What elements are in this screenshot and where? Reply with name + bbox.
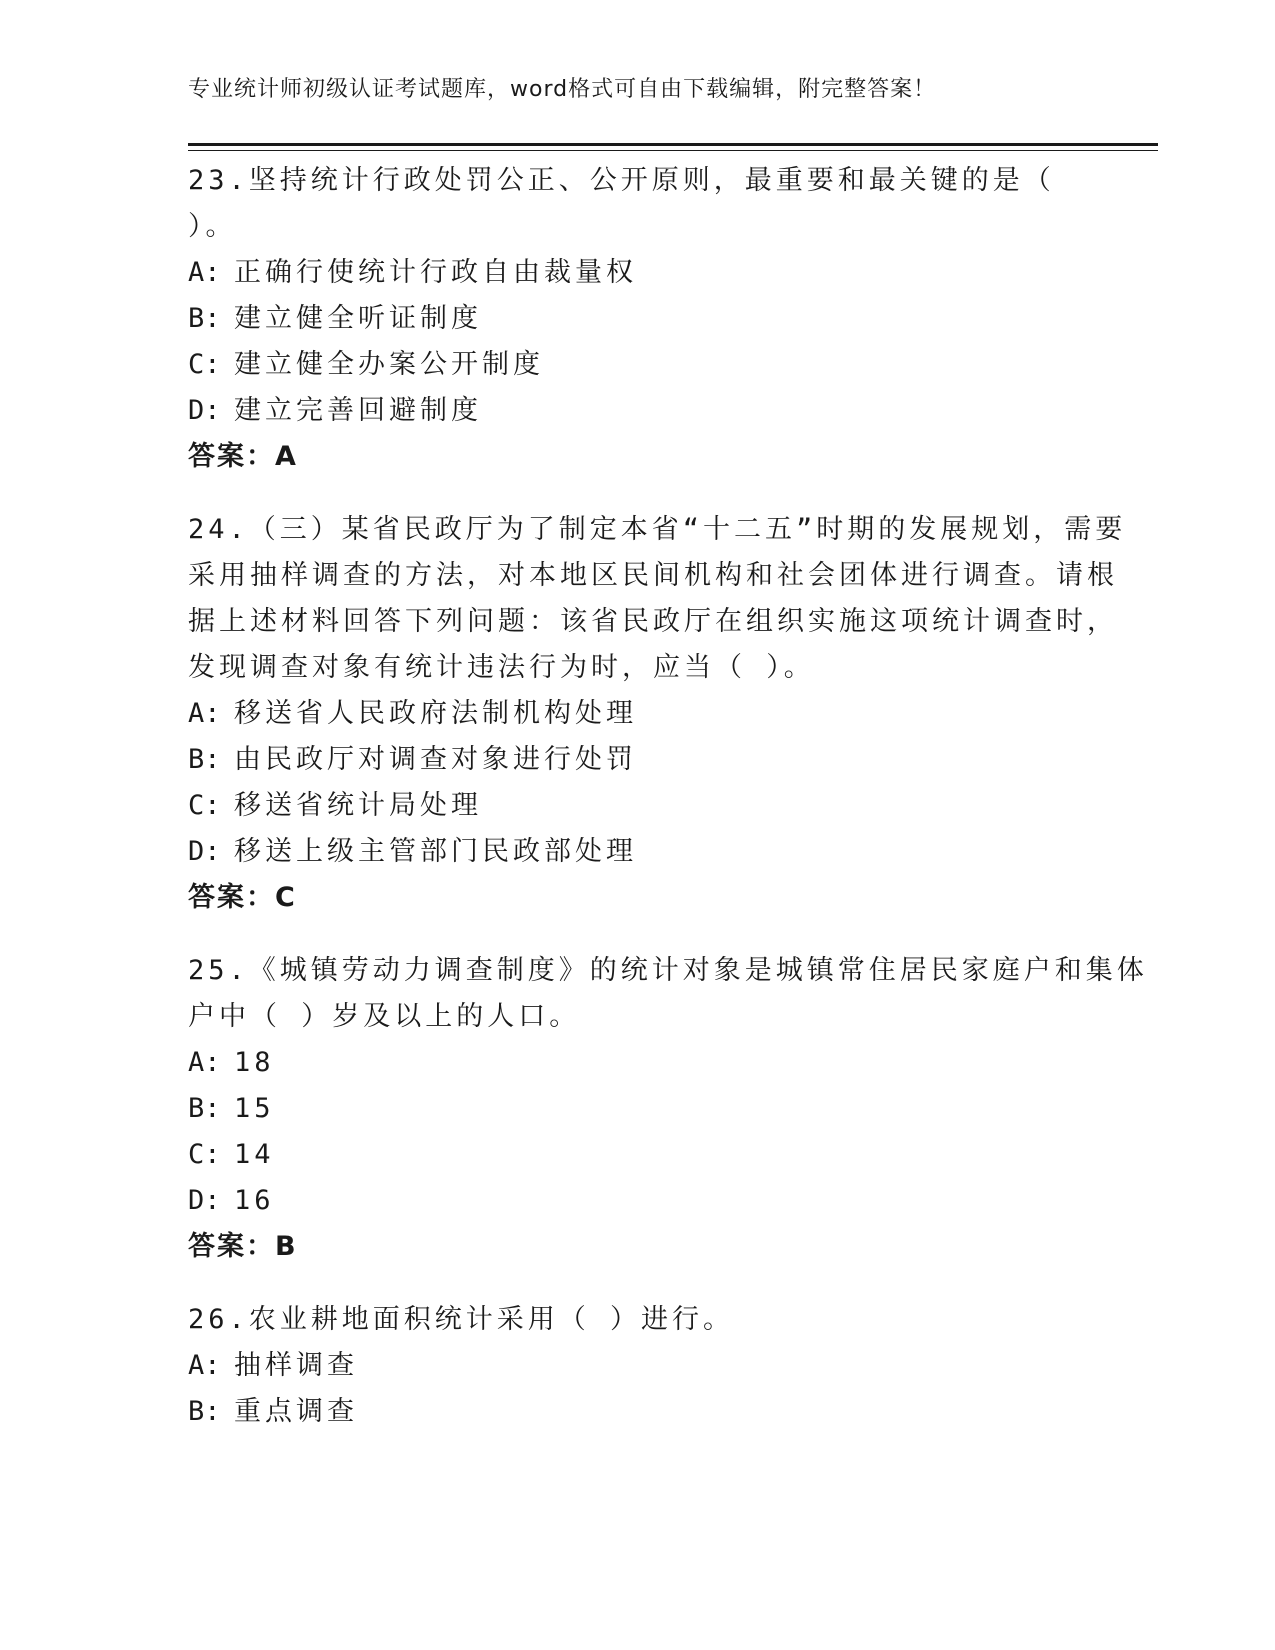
option-a (188, 250, 1108, 296)
question-text-line: 发现调查对象有统计违法行为时，应当（ ）。 (188, 652, 815, 683)
question-text-line: 采用抽样调查的方法，对本地区民间机构和社会团体进行调查。请根 (188, 560, 1118, 591)
option-text: 移送上级主管部门民政部处理 (234, 836, 637, 867)
question-23 (188, 158, 1108, 480)
option-c (188, 1132, 1108, 1178)
answer-line: 答案：C (188, 882, 297, 913)
option-letter: A: (188, 698, 221, 729)
question-text-line: 24.（三）某省民政厅为了制定本省“十二五”时期的发展规划，需要 (188, 514, 1127, 545)
option-d (188, 388, 1108, 434)
option-a (188, 1040, 1108, 1086)
question-text-line: 23.坚持统计行政处罚公正、公开原则，最重要和最关键的是（ (188, 165, 1055, 196)
option-letter: B: (188, 1396, 221, 1427)
header-rule-thin (188, 150, 1158, 151)
option-letter: C: (188, 1139, 221, 1170)
option-text: 移送省人民政府法制机构处理 (234, 698, 637, 729)
option-letter: D: (188, 395, 221, 426)
question-26 (188, 1297, 1108, 1435)
option-letter: D: (188, 1185, 221, 1216)
question-list (188, 158, 1148, 1462)
option-text: 正确行使统计行政自由裁量权 (234, 257, 637, 288)
option-text: 建立健全听证制度 (234, 303, 482, 334)
option-letter: A: (188, 1350, 221, 1381)
option-letter: B: (188, 1093, 221, 1124)
option-b (188, 1389, 1108, 1435)
option-c (188, 342, 1108, 388)
question-text-line: ）。 (188, 211, 237, 242)
option-b (188, 737, 1108, 783)
page-header: 专业统计师初级认证考试题库，word格式可自由下载编辑，附完整答案！ (188, 77, 937, 102)
option-text: 14 (234, 1139, 275, 1170)
option-text: 16 (234, 1185, 275, 1216)
question-text-line: 25.《城镇劳动力调查制度》的统计对象是城镇常住居民家庭户和集体 (188, 955, 1148, 986)
option-a (188, 691, 1108, 737)
option-text: 抽样调查 (234, 1350, 358, 1381)
question-text-line: 户中（ ）岁及以上的人口。 (188, 1001, 581, 1032)
header-rule-thick (188, 143, 1158, 146)
question-text-line: 26.农业耕地面积统计采用（ ）进行。 (188, 1304, 735, 1335)
question-25 (188, 948, 1148, 1270)
answer-line: 答案：A (188, 441, 298, 472)
option-text: 建立健全办案公开制度 (234, 349, 544, 380)
option-text: 重点调查 (234, 1396, 358, 1427)
option-c (188, 783, 1108, 829)
option-d (188, 1178, 1108, 1224)
option-text: 建立完善回避制度 (234, 395, 482, 426)
option-letter: B: (188, 744, 221, 775)
option-text: 18 (234, 1047, 275, 1078)
question-24 (188, 507, 1127, 921)
option-letter: A: (188, 1047, 221, 1078)
option-d (188, 829, 1108, 875)
option-letter: C: (188, 790, 221, 821)
option-letter: A: (188, 257, 221, 288)
option-letter: D: (188, 836, 221, 867)
option-text: 15 (234, 1093, 275, 1124)
option-a (188, 1343, 1108, 1389)
option-b (188, 296, 1108, 342)
answer-line: 答案：B (188, 1231, 298, 1262)
option-letter: C: (188, 349, 221, 380)
option-text: 移送省统计局处理 (234, 790, 482, 821)
option-letter: B: (188, 303, 221, 334)
question-text-line: 据上述材料回答下列问题：该省民政厅在组织实施这项统计调查时， (188, 606, 1118, 637)
option-b (188, 1086, 1108, 1132)
option-text: 由民政厅对调查对象进行处罚 (234, 744, 637, 775)
